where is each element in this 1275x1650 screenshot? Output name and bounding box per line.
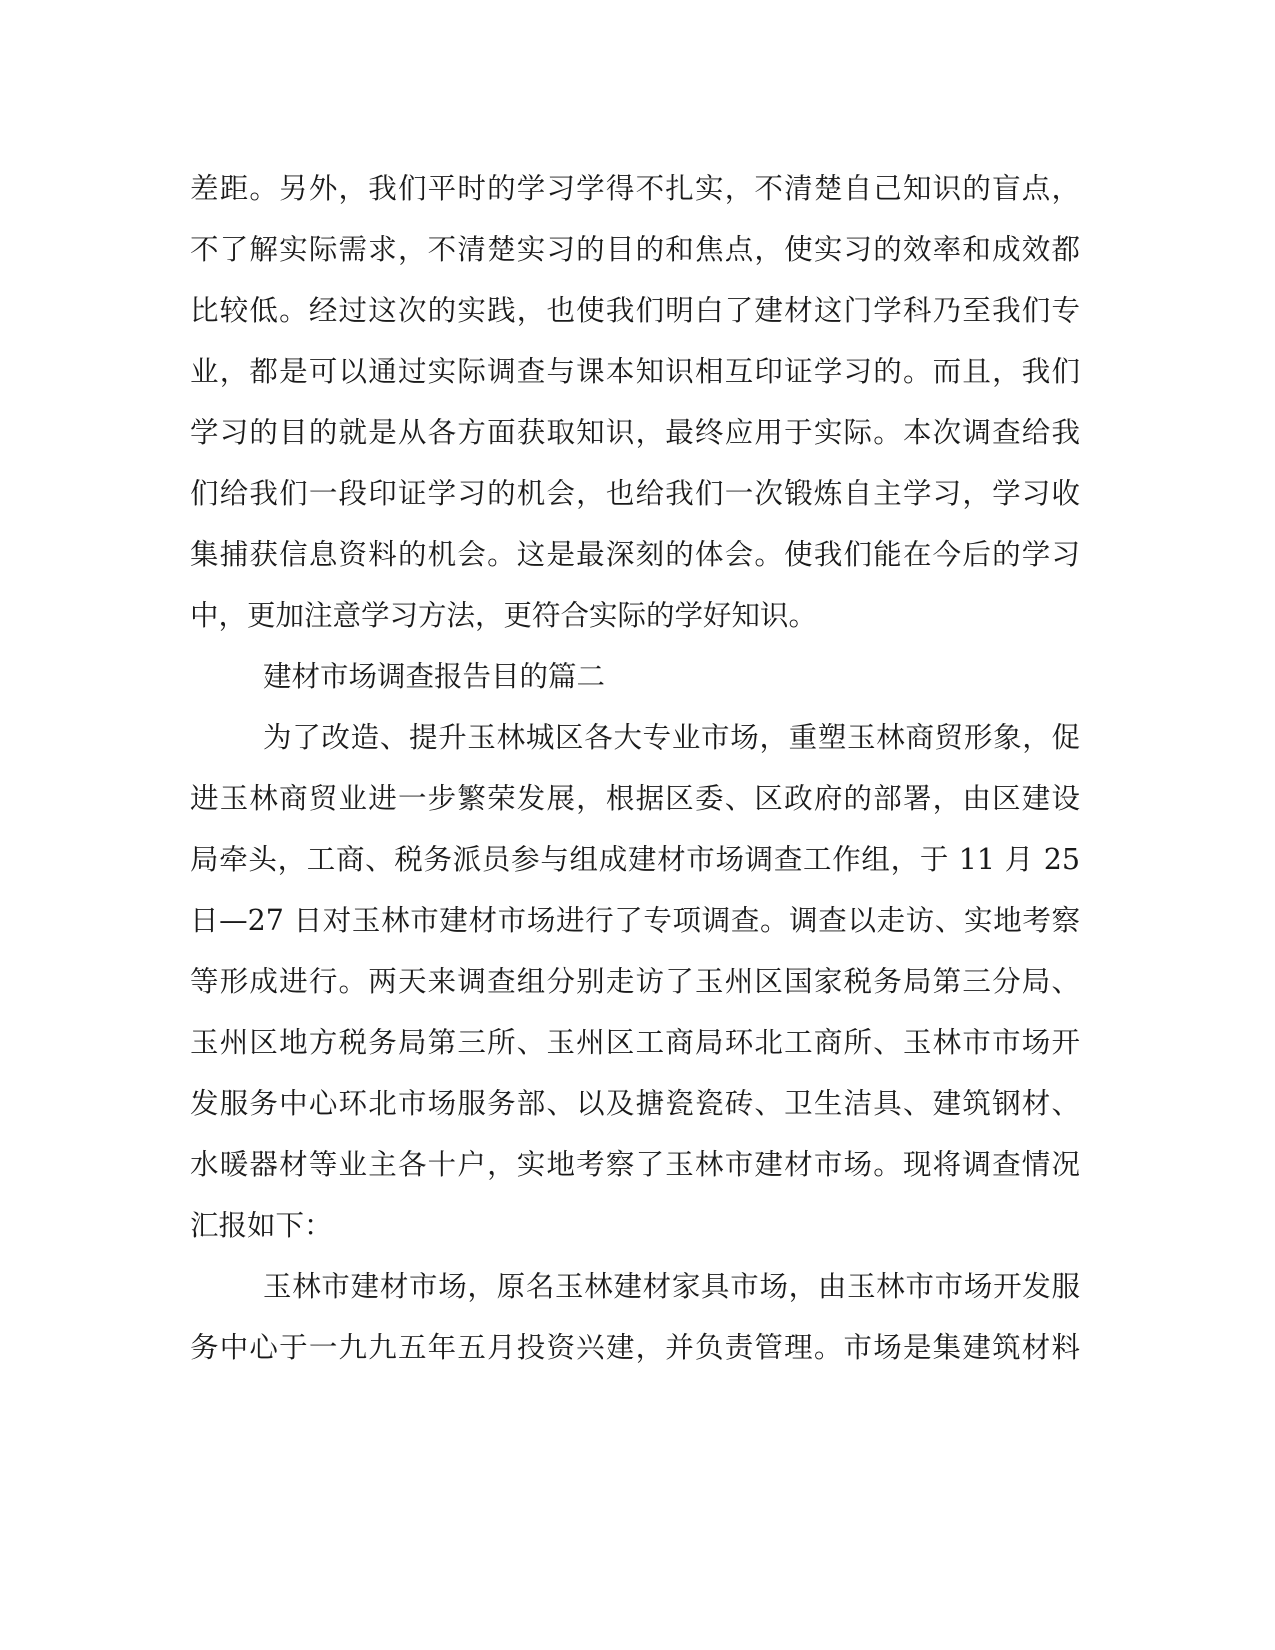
- paragraph-1-line: 不了解实际需求，不清楚实习的目的和焦点，使实习的效率和成效都: [190, 233, 1080, 266]
- paragraph-2-line: 发服务中心环北市场服务部、以及搪瓷瓷砖、卫生洁具、建筑钢材、: [190, 1087, 1080, 1120]
- paragraph-2-line: 汇报如下：: [190, 1209, 333, 1242]
- paragraph-2-line: 局牵头，工商、税务派员参与组成建材市场调查工作组，于 11 月 25: [190, 843, 1080, 876]
- document-body: [190, 158, 1080, 1378]
- paragraph-2-line: 等形成进行。两天来调查组分别走访了玉州区国家税务局第三分局、: [190, 965, 1080, 998]
- paragraph-2-line: 日—27 日对玉林市建材市场进行了专项调查。调查以走访、实地考察: [190, 904, 1080, 937]
- paragraph-2-line: 为了改造、提升玉林城区各大专业市场，重塑玉林商贸形象，促: [263, 721, 1080, 754]
- paragraph-1-line: 集捕获信息资料的机会。这是最深刻的体会。使我们能在今后的学习: [190, 538, 1080, 571]
- paragraph-1-line: 学习的目的就是从各方面获取知识，最终应用于实际。本次调查给我: [190, 416, 1080, 449]
- paragraph-1-line: 比较低。经过这次的实践，也使我们明白了建材这门学科乃至我们专: [190, 294, 1080, 327]
- paragraph-1-line: 业，都是可以通过实际调查与课本知识相互印证学习的。而且，我们: [190, 355, 1080, 388]
- paragraph-2-line: 进玉林商贸业进一步繁荣发展，根据区委、区政府的部署，由区建设: [190, 782, 1080, 815]
- paragraph-1-line: 差距。另外，我们平时的学习学得不扎实，不清楚自己知识的盲点，: [190, 172, 1080, 205]
- paragraph-3-line: 玉林市建材市场，原名玉林建材家具市场，由玉林市市场开发服: [263, 1270, 1080, 1303]
- paragraph-1-line: 们给我们一段印证学习的机会，也给我们一次锻炼自主学习，学习收: [190, 477, 1080, 510]
- section-heading: 建材市场调查报告目的篇二: [263, 660, 606, 693]
- paragraph-2-line: 水暖器材等业主各十户，实地考察了玉林市建材市场。现将调查情况: [190, 1148, 1080, 1181]
- paragraph-1-line: 中，更加注意学习方法，更符合实际的学好知识。: [190, 599, 818, 632]
- paragraph-3-line: 务中心于一九九五年五月投资兴建，并负责管理。市场是集建筑材料: [190, 1331, 1080, 1364]
- paragraph-2-line: 玉州区地方税务局第三所、玉州区工商局环北工商所、玉林市市场开: [190, 1026, 1080, 1059]
